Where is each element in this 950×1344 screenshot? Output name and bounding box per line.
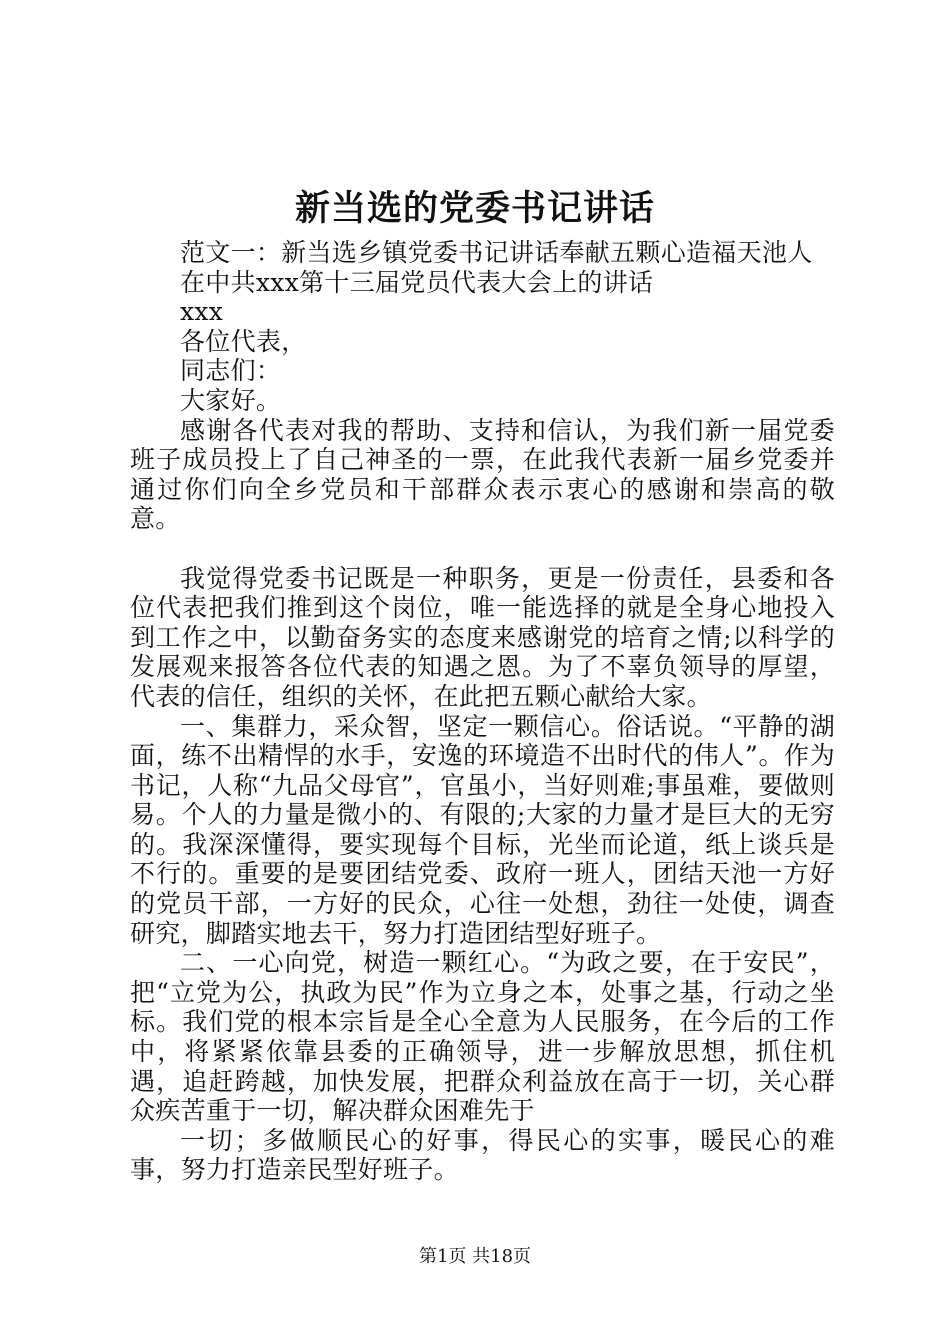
- paragraph-responsibility: 我觉得党委书记既是一种职务，更是一份责任，县委和各位代表把我们推到这个岗位，唯一能选择的就是全身心地投入到工作之中，以勤奋务实的态度来感谢党的培育之情;以科学的发展观来报答各位代表的知遇之恩。为了不辜负领导的厚望，代表的信任，组织的关怀，在此把五颗心献给大家。: [130, 563, 835, 711]
- document-body: [130, 238, 835, 1185]
- header-line-occasion: 在中共xxx第十三届党员代表大会上的讲话: [180, 267, 654, 297]
- header-line-subtitle: 范文一：新当选乡镇党委书记讲话奉献五颗心造福天池人: [180, 238, 813, 267]
- header-line-salutation-delegates: 各位代表，: [180, 326, 307, 356]
- document-title: 新当选的党委书记讲话: [294, 188, 655, 229]
- header-line-greeting: 大家好。: [180, 385, 282, 415]
- header-line-speaker: xxx: [180, 297, 224, 327]
- paragraph-spacer: [130, 534, 835, 564]
- paragraph-point-two-continued: 一切；多做顺民心的好事，得民心的实事，暖民心的难事，努力打造亲民型好班子。: [130, 1125, 835, 1185]
- paragraph-point-two: 二、一心向党，树造一颗红心。“为政之要，在于安民”，把“立党为公，执政为民”作为立身之本，处事之基，行动之坐标。我们党的根本宗旨是全心全意为人民服务，在今后的工作中，将紧紧依靠县委的正确领导，进一步解放思想，抓住机遇，追赶跨越，加快发展，把群众利益放在高于一切，关心群众疾苦重于一切，解决群众困难先于: [130, 948, 835, 1126]
- paragraph-point-one: 一、集群力，采众智，坚定一颗信心。俗话说。“平静的湖面，练不出精悍的水手，安逸的环境造不出时代的伟人”。作为书记，人称“九品父母官”，官虽小，当好则难;事虽难，要做则易。个人的力量是微小的、有限的;大家的力量才是巨大的无穷的。我深深懂得，要实现每个目标，光坐而论道，纸上谈兵是不行的。重要的是要团结党委、政府一班人，团结天池一方好的党员干部，一方好的民众，心往一处想，劲往一处使，调查研究，脚踏实地去干，努力打造团结型好班子。: [130, 711, 835, 948]
- paragraph-thanks: 感谢各代表对我的帮助、支持和信认，为我们新一届党委班子成员投上了自己神圣的一票，在此我代表新一届乡党委并通过你们向全乡党员和干部群众表示衷心的感谢和崇高的敬意。: [130, 415, 835, 534]
- page-number-footer: 第1页 共18页: [418, 1246, 532, 1267]
- header-line-salutation-comrades: 同志们：: [180, 356, 282, 386]
